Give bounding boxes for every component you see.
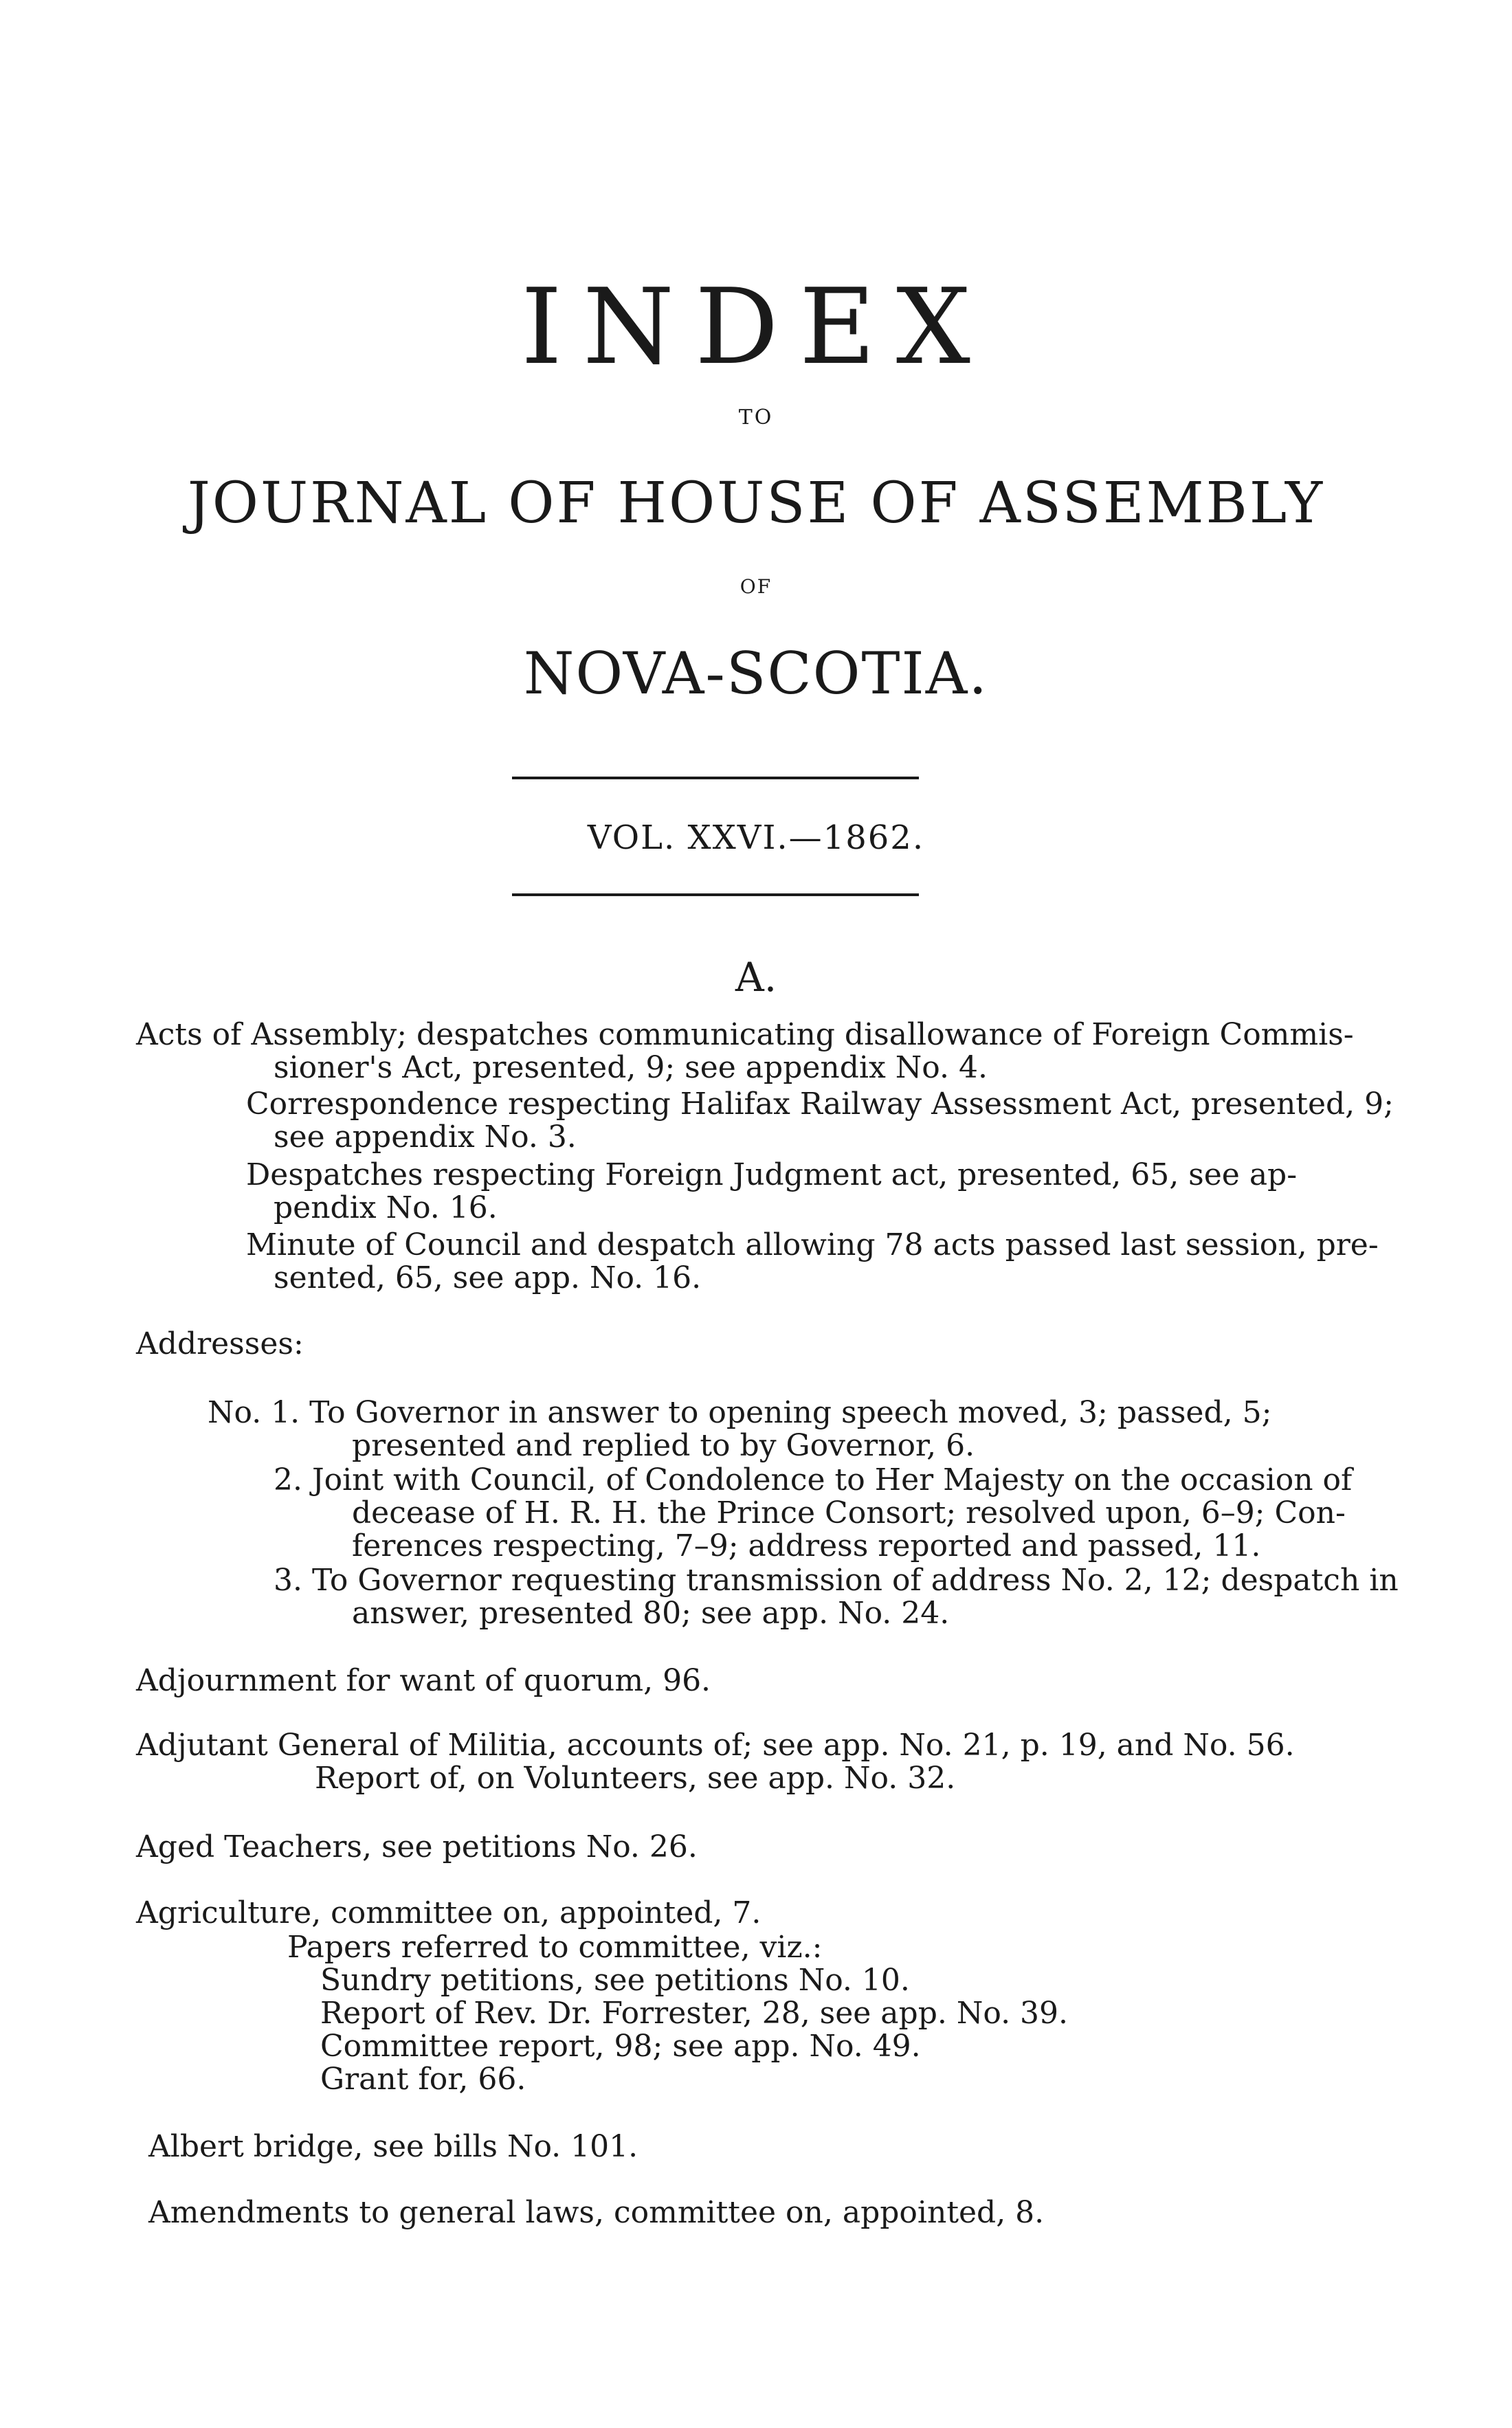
index-line: Correspondence respecting Halifax Railway Assessment Act, presented, 9; [246,1087,1394,1122]
index-line: Minute of Council and despatch allowing 78 acts passed last session, pre- [246,1227,1379,1262]
of-word: OF [740,575,772,598]
index-line: pendix No. 16. [274,1190,498,1225]
rule-top [512,777,919,779]
index-line: Committee report, 98; see app. No. 49. [320,2029,921,2064]
index-line: 3. To Governor requesting transmission of address No. 2, 12; despatch in [274,1563,1399,1598]
index-line: presented and replied to by Governor, 6. [352,1428,975,1463]
index-line: Addresses: [136,1326,304,1361]
index-line: Acts of Assembly; despatches communicating disallowance of Foreign Commis- [136,1017,1354,1052]
index-line: Adjournment for want of quorum, 96. [136,1663,711,1698]
volume-line: VOL. XXVI.—1862. [587,818,925,857]
index-line: Adjutant General of Militia, accounts of; see app. No. 21, p. 19, and No. 56. [136,1728,1295,1763]
index-line: Despatches respecting Foreign Judgment act, presented, 65, see ap- [246,1157,1298,1192]
index-line: 2. Joint with Council, of Condolence to Her Majesty on the occasion of [274,1462,1353,1497]
index-line: Sundry petitions, see petitions No. 10. [320,1963,910,1998]
province-title: NOVA-SCOTIA. [523,640,989,707]
to-word: TO [738,405,774,430]
index-line: No. 1. To Governor in answer to opening speech moved, 3; passed, 5; [208,1395,1272,1430]
index-line: Papers referred to committee, viz.: [287,1930,823,1965]
index-line: Albert bridge, see bills No. 101. [148,2129,638,2164]
rule-bottom [512,893,919,896]
index-line: Amendments to general laws, committee on, appointed, 8. [148,2195,1045,2230]
index-line: sented, 65, see app. No. 16. [274,1260,702,1295]
index-line: Aged Teachers, see petitions No. 26. [136,1829,698,1864]
index-line: Report of, on Volunteers, see app. No. 32. [315,1761,956,1796]
index-line: decease of H. R. H. the Prince Consort; resolved upon, 6–9; Con- [352,1495,1346,1530]
index-line: Report of Rev. Dr. Forrester, 28, see app. No. 39. [320,1996,1069,2031]
index-line: sioner's Act, presented, 9; see appendix No. 4. [274,1050,988,1085]
index-line: ferences respecting, 7–9; address reported and passed, 11. [352,1528,1261,1563]
index-line: Grant for, 66. [320,2062,526,2097]
index-line: see appendix No. 3. [274,1120,577,1155]
section-letter: A. [735,954,777,1001]
index-line: Agriculture, committee on, appointed, 7. [136,1895,761,1930]
journal-title: JOURNAL OF HOUSE OF ASSEMBLY [187,471,1325,536]
page-title: INDEX [520,266,992,388]
index-line: answer, presented 80; see app. No. 24. [352,1596,950,1631]
